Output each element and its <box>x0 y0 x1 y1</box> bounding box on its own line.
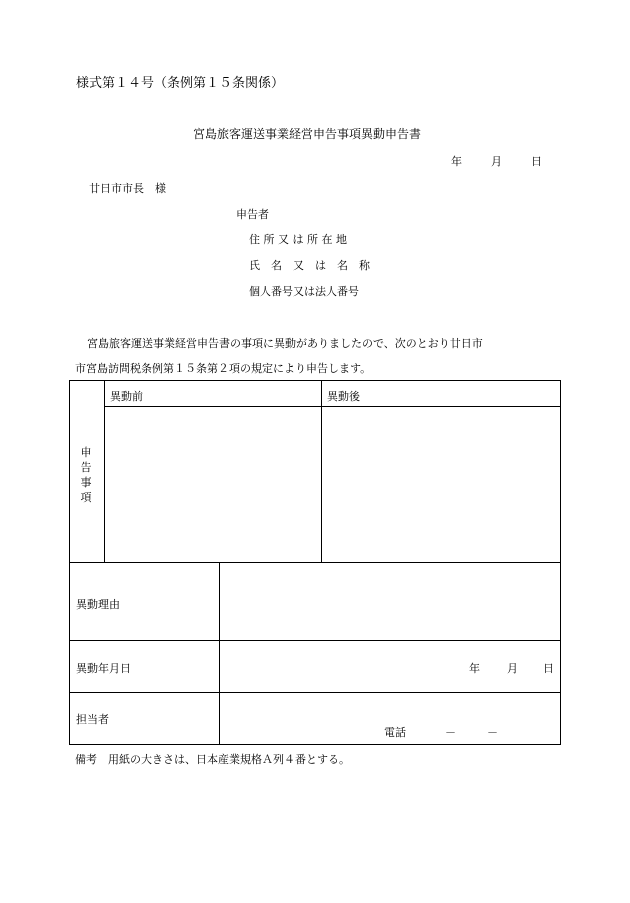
declarant-label: 申告者 <box>236 208 269 221</box>
form-number: 様式第１４号（条例第１５条関係） <box>76 76 285 91</box>
declarant-id-label: 個人番号又は法人番号 <box>249 285 359 298</box>
before-header: 異動前 <box>110 390 143 403</box>
reason-label: 異動理由 <box>76 598 120 611</box>
side-label-char: 申 <box>80 446 92 459</box>
change-date-month: 月 <box>507 662 518 675</box>
side-label-char: 告 <box>80 461 92 474</box>
phone-dash-1: － <box>445 726 456 739</box>
addressee: 廿日市市長 様 <box>89 182 166 195</box>
phone-label: 電話 <box>384 726 406 739</box>
phone-dash-2: － <box>487 726 498 739</box>
after-header: 異動後 <box>327 390 360 403</box>
table-border-bottom <box>69 744 561 745</box>
body-text-line-1: 宮島旅客運送事業経営申告書の事項に異動がありましたので、次のとおり廿日市 <box>87 337 483 350</box>
table-border-top <box>69 380 561 381</box>
declarant-name-label: 氏 名 又 は 名 称 <box>249 259 370 272</box>
date-year: 年 <box>451 155 462 168</box>
reason-field[interactable] <box>220 563 560 640</box>
note: 備考 用紙の大きさは、日本産業規格Ａ列４番とする。 <box>75 753 350 766</box>
declarant-address-label: 住 所 又 は 所 在 地 <box>249 233 347 246</box>
body-text-line-2: 市宮島訪問税条例第１５条第２項の規定により申告します。 <box>75 362 372 375</box>
change-date-day: 日 <box>543 662 554 675</box>
change-date-year: 年 <box>469 662 480 675</box>
change-date-label: 異動年月日 <box>76 662 131 675</box>
date-day: 日 <box>531 155 542 168</box>
date-month: 月 <box>491 155 502 168</box>
after-content-field[interactable] <box>322 407 560 562</box>
side-label <box>79 445 93 505</box>
before-content-field[interactable] <box>105 407 321 562</box>
form-title: 宮島旅客運送事業経営申告事項異動申告書 <box>193 127 422 141</box>
contact-label: 担当者 <box>76 713 109 726</box>
side-label-char: 事 <box>80 476 92 489</box>
side-label-char: 項 <box>80 491 92 504</box>
